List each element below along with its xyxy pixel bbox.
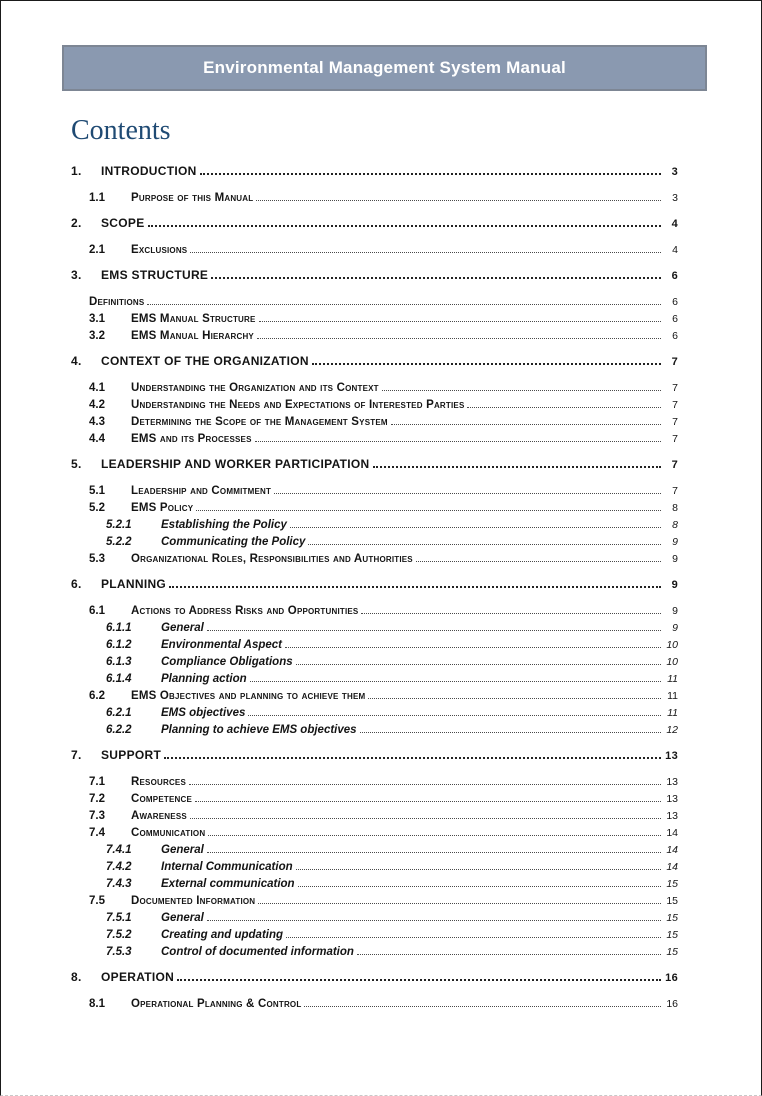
toc-entry[interactable]: [71, 377, 678, 394]
toc-entry-page: 13: [665, 750, 678, 762]
toc-entry-label: Documented Information: [131, 895, 256, 907]
toc-entry[interactable]: [71, 161, 678, 178]
toc-entry[interactable]: [71, 239, 678, 256]
toc-entry-label: EMS STRUCTURE: [101, 268, 209, 282]
dot-leader: [416, 561, 661, 562]
toc-entry-label: Leadership and Commitment: [131, 485, 272, 497]
toc-entry-number: 1.1: [89, 192, 105, 204]
dot-leader: [147, 304, 661, 305]
toc-entry-label: Understanding the Needs and Expectations of Interested Parties: [131, 399, 465, 411]
toc-entry[interactable]: [71, 805, 678, 822]
toc-entry-page: 3: [671, 166, 678, 178]
dot-leader: [207, 852, 661, 853]
toc-entry[interactable]: [71, 531, 678, 548]
toc-entry-number: 8.: [71, 970, 82, 984]
toc-entry-number: 7.4.3: [106, 878, 132, 890]
toc-entry-number: 6.1.2: [106, 639, 132, 651]
toc-entry-page: 15: [666, 878, 678, 890]
toc-entry-number: 3.1: [89, 313, 105, 325]
toc-entry[interactable]: [71, 574, 678, 591]
dot-leader: [274, 493, 661, 494]
dot-leader: [169, 586, 661, 588]
toc-entry[interactable]: [71, 651, 678, 668]
toc-entry-number: 4.2: [89, 399, 105, 411]
dot-leader: [357, 954, 661, 955]
toc-entry[interactable]: [71, 924, 678, 941]
toc-entry[interactable]: [71, 822, 678, 839]
dot-leader: [290, 527, 661, 528]
toc-entry-label: Compliance Obligations: [161, 656, 293, 668]
toc-entry-page: 15: [666, 929, 678, 941]
toc-entry-number: 7.: [71, 748, 82, 762]
toc-entry[interactable]: [71, 291, 678, 308]
dot-leader: [368, 698, 661, 699]
table-of-contents: [71, 152, 678, 1010]
dot-leader: [296, 664, 661, 665]
toc-entry-label: EMS Manual Hierarchy: [131, 330, 254, 342]
dot-leader: [312, 363, 661, 365]
toc-entry-label: External communication: [161, 878, 295, 890]
toc-entry-label: SUPPORT: [101, 748, 162, 762]
toc-entry[interactable]: [71, 907, 678, 924]
toc-entry[interactable]: [71, 325, 678, 342]
dot-leader: [259, 321, 661, 322]
toc-entry-page: 11: [667, 690, 678, 702]
toc-entry-page: 7: [672, 416, 678, 428]
toc-entry-number: 6.1.4: [106, 673, 132, 685]
toc-entry[interactable]: [71, 890, 678, 907]
toc-entry-page: 10: [666, 656, 678, 668]
toc-entry-label: Determining the Scope of the Management System: [131, 416, 388, 428]
toc-entry-label: Communicating the Policy: [161, 536, 306, 548]
toc-entry-page: 14: [666, 827, 678, 839]
toc-entry-page: 4: [672, 244, 678, 256]
toc-entry[interactable]: [71, 771, 678, 788]
toc-entry-page: 9: [672, 536, 678, 548]
toc-entry-page: 16: [666, 998, 678, 1010]
toc-entry-label: Internal Communication: [161, 861, 293, 873]
toc-entry[interactable]: [71, 993, 678, 1010]
toc-entry-number: 7.5.2: [106, 929, 132, 941]
toc-entry-page: 13: [666, 793, 678, 805]
toc-entry[interactable]: [71, 617, 678, 634]
toc-entry-label: INTRODUCTION: [101, 164, 197, 178]
toc-entry-label: General: [161, 622, 204, 634]
toc-entry-label: EMS objectives: [161, 707, 246, 719]
toc-entry-page: 3: [672, 192, 678, 204]
toc-entry[interactable]: [71, 967, 678, 984]
toc-entry[interactable]: [71, 480, 678, 497]
dot-leader: [391, 424, 661, 425]
toc-entry-page: 14: [666, 844, 678, 856]
dot-leader: [248, 715, 661, 716]
toc-entry-page: 15: [666, 912, 678, 924]
toc-entry-number: 5.2.2: [106, 536, 132, 548]
toc-entry-page: 6: [672, 330, 678, 342]
toc-entry-label: EMS Manual Structure: [131, 313, 256, 325]
toc-entry-label: Actions to Address Risks and Opportunities: [131, 605, 359, 617]
toc-entry-page: 6: [672, 313, 678, 325]
toc-entry-number: 7.5.3: [106, 946, 132, 958]
toc-entry-number: 4.: [71, 354, 82, 368]
dot-leader: [308, 544, 661, 545]
toc-entry-page: 11: [667, 673, 678, 685]
toc-entry-number: 7.2: [89, 793, 105, 805]
toc-entry-number: 7.3: [89, 810, 105, 822]
toc-entry-number: 5.2.1: [106, 519, 132, 531]
toc-entry-label: Understanding the Organization and its Context: [131, 382, 379, 394]
toc-entry-label: Resources: [131, 776, 187, 788]
toc-entry-number: 6.1: [89, 605, 105, 617]
toc-entry[interactable]: [71, 600, 678, 617]
dot-leader: [286, 937, 661, 938]
toc-entry-number: 1.: [71, 164, 82, 178]
toc-entry[interactable]: [71, 213, 678, 230]
toc-entry[interactable]: [71, 351, 678, 368]
toc-entry-page: 7: [672, 399, 678, 411]
toc-entry-page: 12: [666, 724, 678, 736]
toc-entry-number: 7.4: [89, 827, 105, 839]
toc-entry-number: 8.1: [89, 998, 105, 1010]
toc-entry[interactable]: [71, 719, 678, 736]
toc-entry-label: Operational Planning & Control: [131, 998, 302, 1010]
toc-entry-label: Planning to achieve EMS objectives: [161, 724, 357, 736]
dot-leader: [189, 784, 661, 785]
toc-entry-number: 5.: [71, 457, 82, 471]
toc-entry-number: 6.2.2: [106, 724, 132, 736]
toc-entry-number: 6.1.3: [106, 656, 132, 668]
toc-entry-label: Planning action: [161, 673, 247, 685]
toc-entry-label: EMS and its Processes: [131, 433, 252, 445]
toc-entry-label: CONTEXT OF THE ORGANIZATION: [101, 354, 309, 368]
toc-entry-number: 6.1.1: [106, 622, 132, 634]
toc-entry-number: 3.2: [89, 330, 105, 342]
toc-entry-number: 3.: [71, 268, 82, 282]
toc-entry-page: 13: [666, 810, 678, 822]
toc-entry[interactable]: [71, 788, 678, 805]
dot-leader: [207, 630, 661, 631]
dot-leader: [360, 732, 661, 733]
document-title: Environmental Management System Manual: [203, 58, 566, 77]
toc-entry-page: 16: [665, 972, 678, 984]
toc-entry-label: Awareness: [131, 810, 187, 822]
toc-entry-page: 7: [672, 485, 678, 497]
toc-entry[interactable]: [71, 634, 678, 651]
toc-entry-label: Exclusions: [131, 244, 188, 256]
toc-entry[interactable]: [71, 702, 678, 719]
toc-entry-page: 14: [666, 861, 678, 873]
toc-entry-page: 13: [666, 776, 678, 788]
dot-leader: [258, 903, 661, 904]
toc-entry-number: 6.: [71, 577, 82, 591]
toc-entry-label: PLANNING: [101, 577, 167, 591]
toc-entry[interactable]: [71, 411, 678, 428]
dot-leader: [211, 277, 661, 279]
dot-leader: [208, 835, 661, 836]
toc-entry-label: Creating and updating: [161, 929, 284, 941]
toc-entry-label: Establishing the Policy: [161, 519, 287, 531]
dot-leader: [190, 818, 661, 819]
toc-entry-number: 6.2: [89, 690, 105, 702]
dot-leader: [164, 757, 661, 759]
toc-entry-label: OPERATION: [101, 970, 175, 984]
dot-leader: [207, 920, 661, 921]
toc-entry-label: Organizational Roles, Responsibilities and Authorities: [131, 553, 413, 565]
toc-entry-label: Communication: [131, 827, 206, 839]
dot-leader: [285, 647, 661, 648]
toc-entry-page: 15: [666, 946, 678, 958]
toc-entry[interactable]: [71, 454, 678, 471]
toc-entry-label: Definitions: [89, 296, 145, 308]
dot-leader: [250, 681, 661, 682]
toc-entry[interactable]: [71, 428, 678, 445]
toc-entry-page: 7: [672, 433, 678, 445]
toc-entry-number: 4.4: [89, 433, 105, 445]
toc-entry-label: General: [161, 844, 204, 856]
toc-entry[interactable]: [71, 941, 678, 958]
dot-leader: [255, 441, 661, 442]
dot-leader: [256, 200, 661, 201]
toc-entry-number: 4.1: [89, 382, 105, 394]
toc-entry[interactable]: [71, 668, 678, 685]
toc-entry-label: LEADERSHIP AND WORKER PARTICIPATION: [101, 457, 370, 471]
toc-entry-number: 7.4.2: [106, 861, 132, 873]
toc-entry-page: 11: [667, 707, 678, 719]
toc-entry-page: 15: [666, 895, 678, 907]
toc-entry-number: 5.1: [89, 485, 105, 497]
toc-entry-number: 7.4.1: [106, 844, 132, 856]
toc-entry[interactable]: [71, 856, 678, 873]
contents-heading: Contents: [71, 115, 171, 146]
toc-entry[interactable]: [71, 745, 678, 762]
title-banner: [62, 45, 707, 91]
dot-leader: [298, 886, 661, 887]
toc-entry[interactable]: [71, 394, 678, 411]
toc-entry-label: EMS Policy: [131, 502, 194, 514]
toc-entry-label: SCOPE: [101, 216, 145, 230]
toc-entry-page: 9: [672, 605, 678, 617]
dot-leader: [373, 466, 661, 468]
toc-entry-number: 7.1: [89, 776, 105, 788]
toc-entry[interactable]: [71, 873, 678, 890]
dot-leader: [382, 390, 661, 391]
toc-entry-label: Competence: [131, 793, 192, 805]
toc-entry-page: 6: [672, 296, 678, 308]
toc-entry-number: 7.5.1: [106, 912, 132, 924]
toc-entry-page: 7: [671, 356, 678, 368]
dot-leader: [257, 338, 661, 339]
dot-leader: [304, 1006, 661, 1007]
toc-entry[interactable]: [71, 548, 678, 565]
toc-entry-page: 9: [672, 622, 678, 634]
dot-leader: [196, 510, 661, 511]
dot-leader: [296, 869, 661, 870]
toc-entry-label: Control of documented information: [161, 946, 354, 958]
toc-entry[interactable]: [71, 839, 678, 856]
dot-leader: [190, 252, 661, 253]
toc-entry-page: 9: [672, 553, 678, 565]
toc-entry-label: Purpose of this Manual: [131, 192, 254, 204]
toc-entry-number: 5.2: [89, 502, 105, 514]
toc-entry-page: 9: [671, 579, 678, 591]
dot-leader: [195, 801, 661, 802]
toc-entry-number: 7.5: [89, 895, 105, 907]
toc-entry-page: 4: [671, 218, 678, 230]
dot-leader: [467, 407, 661, 408]
toc-entry-number: 6.2.1: [106, 707, 132, 719]
toc-entry[interactable]: [71, 265, 678, 282]
toc-entry-page: 7: [671, 459, 678, 471]
toc-entry[interactable]: [71, 308, 678, 325]
toc-entry[interactable]: [71, 497, 678, 514]
toc-entry-page: 10: [666, 639, 678, 651]
toc-entry-number: 2.1: [89, 244, 105, 256]
toc-entry-page: 8: [672, 502, 678, 514]
dot-leader: [200, 173, 661, 175]
toc-entry-page: 6: [671, 270, 678, 282]
dot-leader: [148, 225, 661, 227]
toc-entry[interactable]: [71, 685, 678, 702]
dot-leader: [361, 613, 661, 614]
toc-entry-label: Environmental Aspect: [161, 639, 282, 651]
toc-entry-page: 7: [672, 382, 678, 394]
toc-entry-number: 5.3: [89, 553, 105, 565]
toc-entry[interactable]: [71, 187, 678, 204]
toc-entry-label: EMS Objectives and planning to achieve them: [131, 690, 366, 702]
toc-entry-page: 8: [672, 519, 678, 531]
toc-entry[interactable]: [71, 514, 678, 531]
dot-leader: [177, 979, 661, 981]
toc-entry-label: General: [161, 912, 204, 924]
toc-entry-number: 4.3: [89, 416, 105, 428]
toc-entry-number: 2.: [71, 216, 82, 230]
